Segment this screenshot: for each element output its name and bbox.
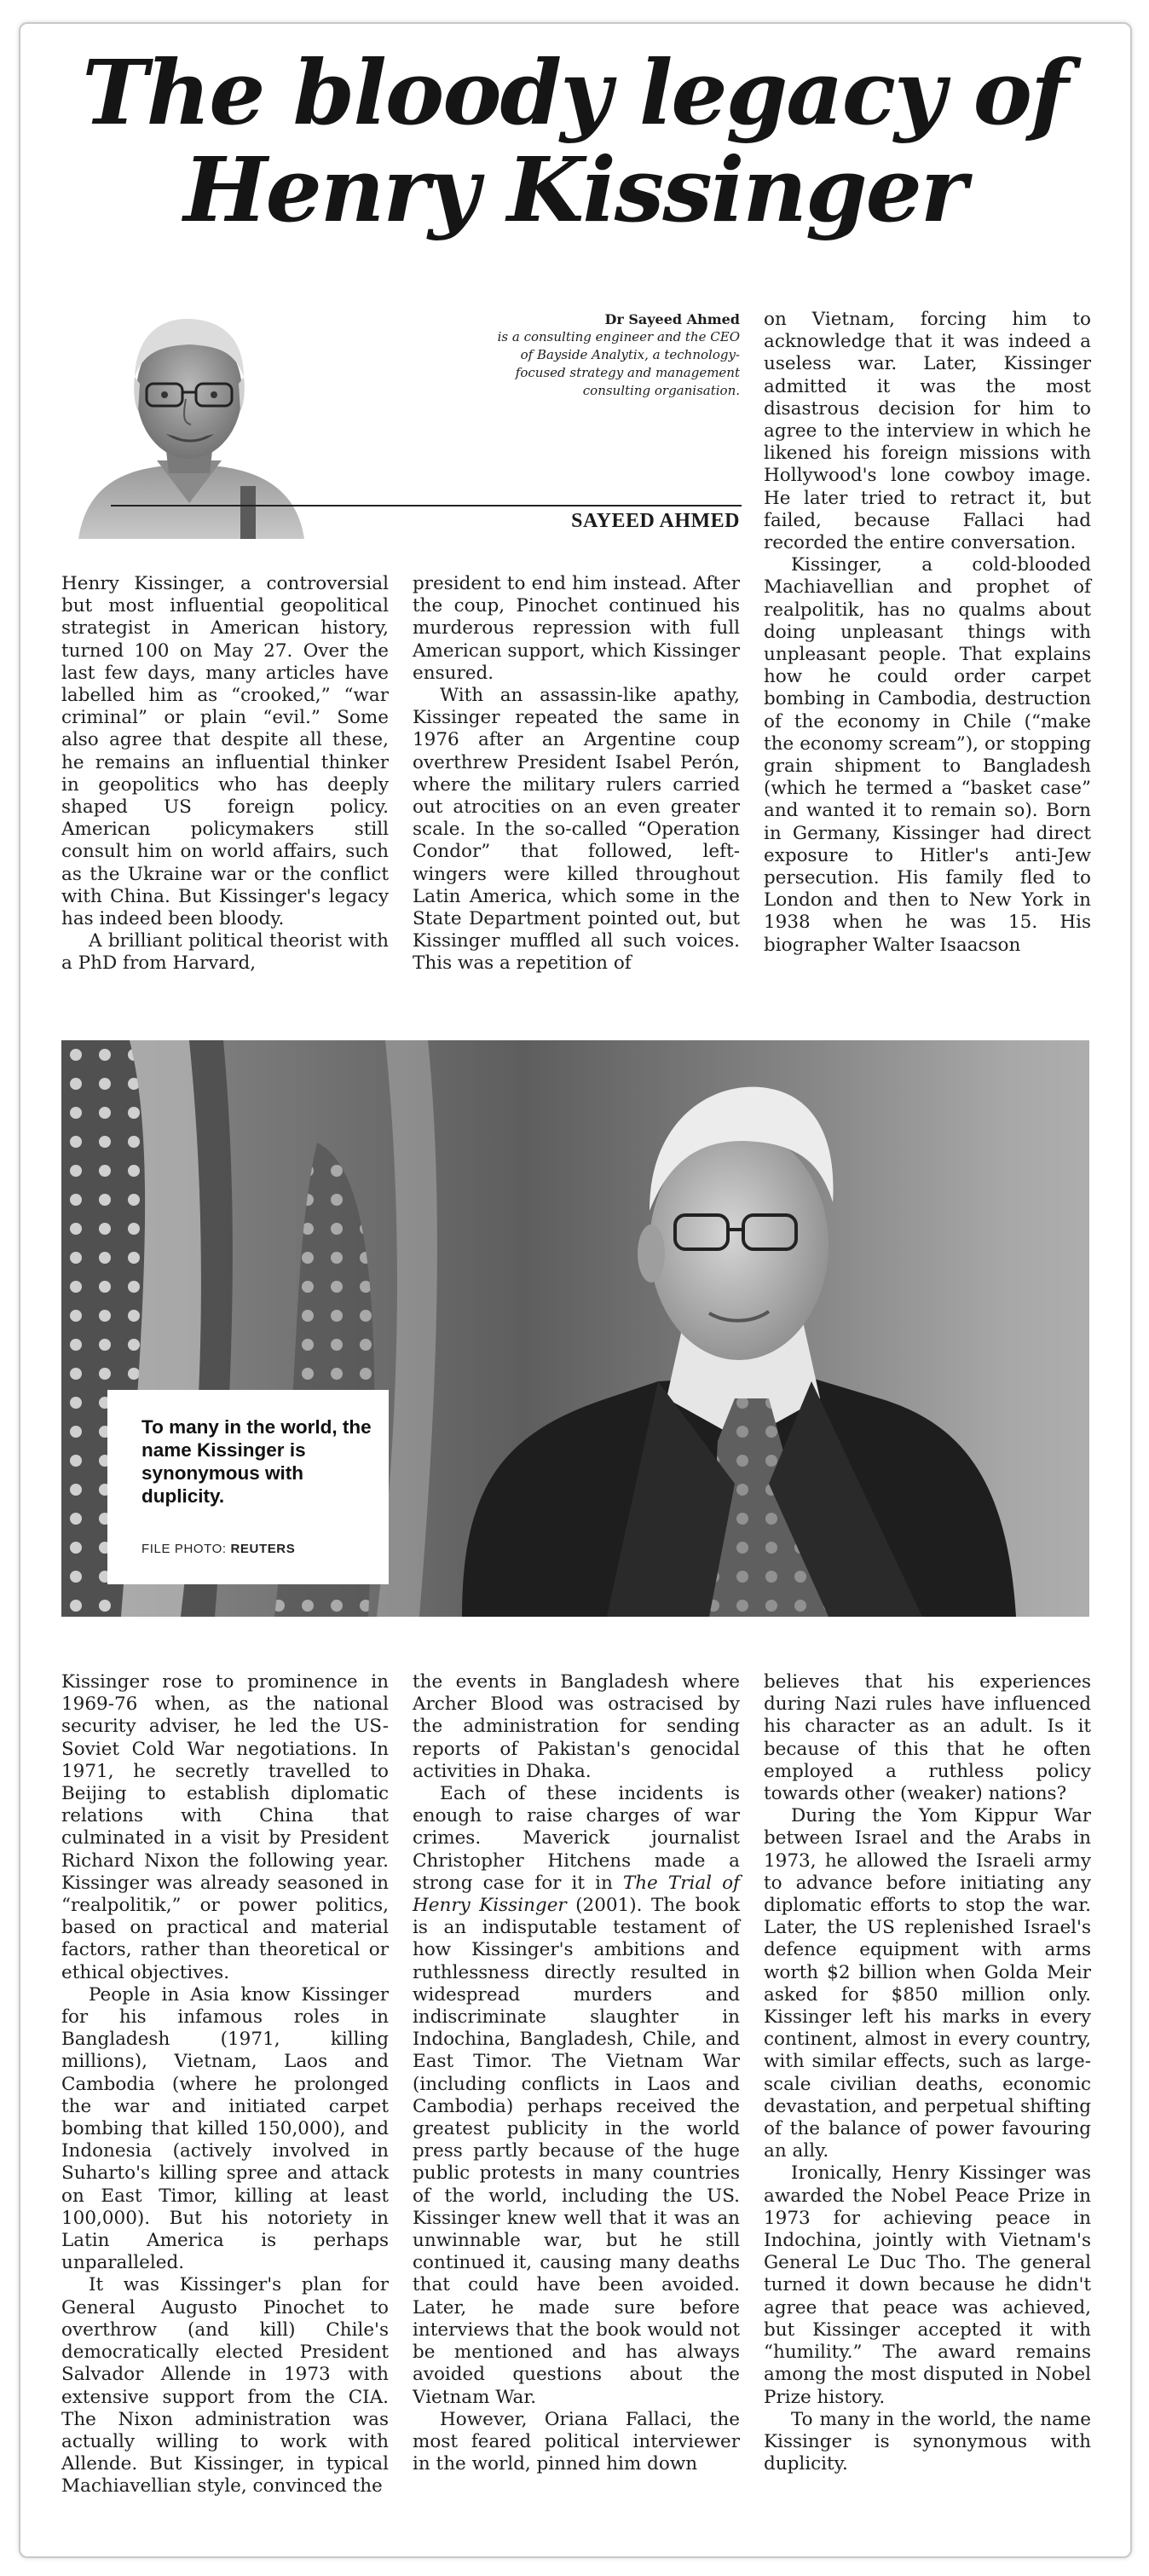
headline-line-1: The bloody legacy of <box>82 40 1067 145</box>
paragraph <box>413 1783 740 2409</box>
book-title: The Trial of Henry Kissinger <box>413 1872 741 1917</box>
byline: SAYEED AHMED <box>571 510 740 532</box>
paragraph: Kissinger, a cold-blooded Machiavellian and prophet of realpolitik, has no qualms about doing unpleasant things with unpleasant people. That explains how he could order carpet bombing in Cambodia, destruction of the economy in Chile (“make the economy scream”), or stopping grain shipment to Bangladesh (which he termed a “basket case” and wanted it to remain so). Born in Germany, Kissinger had direct exposure to Hitler's anti-Jew persecution. His family fled to London and then to New York in 1938 when he was 15. His biographer Walter Isaacson <box>764 554 1091 956</box>
paragraph: A brilliant political theorist with a PhD from Harvard, <box>61 930 389 975</box>
paragraph: the events in Bangladesh where Archer Blood was ostracised by the administration for sending reports of Pakistan's genocidal activities in Dhaka. <box>413 1671 740 1782</box>
photo-caption: To many in the world, the name Kissinger is synonymous with duplicity. <box>141 1416 372 1507</box>
author-photo <box>61 298 317 539</box>
author-name: Dr Sayeed Ahmed <box>604 311 740 327</box>
paragraph: Kissinger rose to prominence in 1969-76 when, as the national security adviser, he led the US-Soviet Cold War negotiations. In 1971, he secretly travelled to Beijing to establish diplomatic relations with China that culminated in a visit by President Richard Nixon the following year. Kissinger was already seasoned in “realpolitik,” or power politics, based on practical and material factors, rather than theoretical or ethical objectives. <box>61 1671 389 1983</box>
photo-credit-source: REUTERS <box>230 1542 296 1556</box>
paragraph-text: Each of these incidents is enough to raise charges of war crimes. Maverick journalist Christopher Hitchens made a strong case for it in <box>413 1783 740 1894</box>
author-bio-line-1: is a consulting engineer and the CEO <box>497 329 740 344</box>
paragraph: People in Asia know Kissinger for his infamous roles in Bangladesh (1971, killing millions), Vietnam, Laos and Cambodia (where he prolonged the war and initiated carpet bombing that killed 150,000), and Indonesia (actively involved in Suharto's killing spree and attack on East Timor, killing at least 100,000). But his notoriety in Latin America is perhaps unparalleled. <box>61 1983 389 2274</box>
paragraph: With an assassin-like apathy, Kissinger repeated the same in 1976 after an Argentine coup overthrew President Isabel Perón, where the military rulers carried out atrocities on an even greater scale. In the so-called “Operation Condor” that followed, left-wingers were killed throughout Latin America, which some in the State Department pointed out, but Kissinger muffled all such voices. This was a repetition of <box>413 685 740 975</box>
paragraph: Henry Kissinger, a controversial but most influential geopolitical strategist in American history, turned 100 on May 27. Over the last few days, many articles have labelled him as “crooked,” “war criminal” or plain “evil.” Some also agree that despite all these, he remains an influential thinker in geopolitics who has deeply shaped US foreign policy. American policymakers still consult him on world affairs, such as the Ukraine war or the conflict with China. But Kissinger's legacy has indeed been bloody. <box>61 573 389 930</box>
paragraph: It was Kissinger's plan for General Augusto Pinochet to overthrow (and kill) Chile's democratically elected President Salvador Allende in 1973 with extensive support from the CIA. The Nixon administration was actually willing to work with Allende. But Kissinger, in typical Machiavellian style, convinced the <box>61 2274 389 2498</box>
paragraph: on Vietnam, forcing him to acknowledge that it was indeed a useless war. Later, Kissinger admitted it was the most disastrous decision for him to agree to the interview in which he likened his foreign missions with Hollywood's lone cowboy image. He later tried to retract it, but failed, because Fallaci had recorded the entire conversation. <box>764 309 1091 554</box>
author-bio-line-4: consulting organisation. <box>582 383 740 398</box>
paragraph: Ironically, Henry Kissinger was awarded the Nobel Peace Prize in 1973 for achieving peace in Indochina, jointly with Vietnam's General Le Duc Tho. The general turned it down because he didn't agree that peace was achieved, but Kissinger accepted it with “humility.” The award remains among the most disputed in Nobel Prize history. <box>764 2162 1091 2408</box>
headline <box>19 40 1130 242</box>
paragraph: believes that his experiences during Nazi rules have influenced his character as an adult. Is it because of this that he often employed a ruthless policy towards other (weaker) nations? <box>764 1671 1091 1805</box>
author-bio <box>358 310 740 400</box>
bottom-column-1 <box>61 1671 389 2498</box>
bottom-column-3 <box>764 1671 1091 2475</box>
bottom-column-2 <box>413 1671 740 2475</box>
photo-caption-box <box>107 1390 389 1584</box>
photo-credit-label: FILE PHOTO: <box>141 1542 227 1556</box>
author-bio-line-3: focused strategy and management <box>515 365 740 380</box>
paragraph-text: (2001). The book is an indisputable testament of how Kissinger's ambitions and ruthlessness directly resulted in widespread murders and indiscriminate slaughter in Indochina, Bangladesh, Chile, and East Timor. The Vietnam War (including conflicts in Laos and Cambodia) perhaps received the greatest publicity in the world press partly because of the huge public protests in many countries of the world, including the US. Kissinger knew well that it was an unwinnable war, but he still continued it, causing many deaths that could have been avoided. Later, he made sure before interviews that the book would not be mentioned and has always avoided questions about the Vietnam War. <box>413 1895 740 2408</box>
headline-line-2: Henry Kissinger <box>183 137 966 242</box>
paragraph: During the Yom Kippur War between Israel and the Arabs in 1973, he allowed the Israeli army to advance before initiating any diplomatic efforts to stop the war. Later, the US replenished Israel's defence equipment with arms worth $2 billion when Golda Meir asked for $850 million only. Kissinger left his marks in every continent, almost in every country, with similar effects, such as large-scale civilian deaths, economic devastation, and perpetual shifting of the balance of power favouring an ally. <box>764 1805 1091 2162</box>
main-photo <box>61 1040 1089 1617</box>
top-column-2 <box>413 573 740 975</box>
top-column-3 <box>764 309 1091 957</box>
paragraph: president to end him instead. After the coup, Pinochet continued his murderous repression with full American support, which Kissinger ensured. <box>413 573 740 684</box>
author-bio-line-2: of Bayside Analytix, a technology- <box>520 347 740 362</box>
paragraph: To many in the world, the name Kissinger is synonymous with duplicity. <box>764 2408 1091 2475</box>
top-column-1 <box>61 573 389 975</box>
photo-credit <box>141 1542 295 1556</box>
paragraph: However, Oriana Fallaci, the most feared political interviewer in the world, pinned him down <box>413 2408 740 2475</box>
byline-rule <box>111 505 742 507</box>
